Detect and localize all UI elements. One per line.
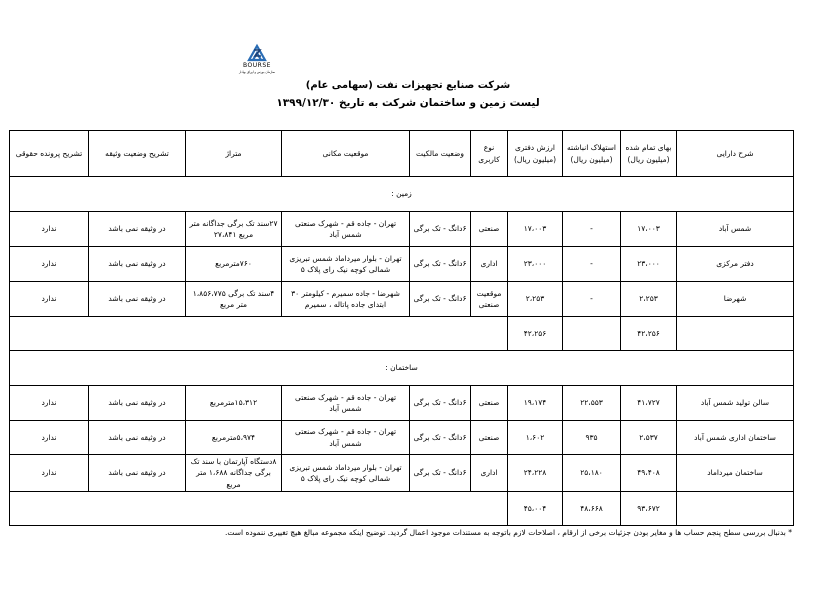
- table-cell: ۲۲،۵۵۳: [563, 386, 621, 421]
- table-cell: در وثیقه نمی باشد: [89, 455, 186, 492]
- table-cell: ندارد: [10, 421, 89, 455]
- company-name: شرکت صنایع تجهیزات نفت (سهامی عام): [305, 80, 511, 91]
- table-cell: ندارد: [10, 455, 89, 492]
- table-cell: تهران - جاده قم - شهرک صنعتی شمس آباد: [282, 421, 410, 455]
- table-cell: در وثیقه نمی باشد: [89, 282, 186, 317]
- table-cell: ۱،۶۰۲: [508, 421, 563, 455]
- table-cell: ۹۳۵: [563, 421, 621, 455]
- table-cell: تهران - جاده قم - شهرک صنعتی شمس آباد: [282, 212, 410, 247]
- table-cell: ۶دانگ - تک برگی: [410, 247, 471, 282]
- table-row: [10, 212, 794, 247]
- column-header: تشریح پرونده حقوقی: [10, 131, 89, 177]
- table-cell: شمس آباد: [677, 212, 794, 247]
- table-cell: سالن تولید شمس آباد: [677, 386, 794, 421]
- total-cell: ۹۳،۶۷۲: [621, 491, 677, 525]
- table-cell: تهران - جاده قم - شهرک صنعتی شمس آباد: [282, 386, 410, 421]
- table-cell: ۴سند تک برگی ۱،۸۵۶،۷۷۵ متر مربع: [186, 282, 282, 317]
- logo-name: BOURSE: [243, 62, 271, 69]
- table-cell: در وثیقه نمی باشد: [89, 247, 186, 282]
- table-cell: در وثیقه نمی باشد: [89, 386, 186, 421]
- table-cell: ۲۵،۱۸۰: [563, 455, 621, 492]
- table-cell: -: [563, 282, 621, 317]
- table-cell: ۴۱،۷۲۷: [621, 386, 677, 421]
- total-cell: ۴۵،۰۰۴: [508, 491, 563, 525]
- column-header: متراژ: [186, 131, 282, 177]
- table-cell: -: [563, 212, 621, 247]
- table-cell: ۲،۲۵۳: [621, 282, 677, 317]
- table-cell: -: [563, 247, 621, 282]
- section-title: ساختمان :: [10, 351, 794, 386]
- table-cell: تهران - بلوار میرداماد شمس تبریزی شمالی کوچه نیک رای پلاک ۵: [282, 247, 410, 282]
- column-header: ارزش دفتری (میلیون ریال): [508, 131, 563, 177]
- section-title: زمین :: [10, 177, 794, 212]
- table-cell: ۶دانگ - تک برگی: [410, 421, 471, 455]
- logo-subtitle: سازمان بورس و اوراق بهادار: [238, 70, 275, 74]
- total-empty-cell: [10, 491, 508, 525]
- report-title: لیست زمین و ساختمان شرکت به تاریخ ۱۳۹۹/۱۲/۳۰: [276, 97, 540, 109]
- table-cell: ۵،۹۷۴مترمربع: [186, 421, 282, 455]
- table-cell: ۶دانگ - تک برگی: [410, 455, 471, 492]
- table-cell: ندارد: [10, 247, 89, 282]
- table-cell: ۲۳،۰۰۰: [508, 247, 563, 282]
- table-cell: ۱۹،۱۷۴: [508, 386, 563, 421]
- table-cell: شهرضا - جاده سمیرم - کیلومتر ۳۰ ابتدای جاده پاتاله ، سمیرم: [282, 282, 410, 317]
- table-header-row: [10, 131, 794, 177]
- total-cell: ۴۸،۶۶۸: [563, 491, 621, 525]
- total-label-cell: [677, 317, 794, 351]
- footnote: * بدنبال بررسی سطح پنجم حساب ها و مغایر بودن جزئیات برخی از ارقام ، اصلاحات لازم باتوجه به مستندات موجود اعمال گردید. توضیح اینکه مجموعه مبالغ هیچ تغییری ننموده است.: [224, 528, 792, 537]
- column-header: وضعیت مالکیت: [410, 131, 471, 177]
- column-header: استهلاک انباشته (میلیون ریال): [563, 131, 621, 177]
- table-cell: ۶دانگ - تک برگی: [410, 386, 471, 421]
- table-cell: ۲۳،۰۰۰: [621, 247, 677, 282]
- table-row: [10, 421, 794, 455]
- table-cell: ندارد: [10, 386, 89, 421]
- table-cell: صنعتی: [471, 386, 508, 421]
- table-cell: صنعتی: [471, 212, 508, 247]
- table-cell: ۴۹،۴۰۸: [621, 455, 677, 492]
- table-cell: صنعتی: [471, 421, 508, 455]
- column-header: موقعیت مکانی: [282, 131, 410, 177]
- table-cell: موقعیت صنعتی: [471, 282, 508, 317]
- table-cell: ۱۵،۳۱۲مترمربع: [186, 386, 282, 421]
- column-header: بهای تمام شده (میلیون ریال): [621, 131, 677, 177]
- table-cell: ۲،۵۳۷: [621, 421, 677, 455]
- table-row: [10, 386, 794, 421]
- table-cell: ۷۶۰مترمربع: [186, 247, 282, 282]
- section-header-row: [10, 351, 794, 386]
- table-cell: ۲۷سند تک برگی جداگانه متر مربع ۲۷،۸۴۱: [186, 212, 282, 247]
- table-cell: در وثیقه نمی باشد: [89, 212, 186, 247]
- column-header: نوع کاربری: [471, 131, 508, 177]
- table-row: [10, 455, 794, 492]
- table-cell: ندارد: [10, 212, 89, 247]
- total-cell: [563, 317, 621, 351]
- table-cell: ۲،۲۵۳: [508, 282, 563, 317]
- table-cell: ساختمان اداری شمس آباد: [677, 421, 794, 455]
- table-row: [10, 247, 794, 282]
- table-cell: ۶دانگ - تک برگی: [410, 212, 471, 247]
- column-header: شرح دارایی: [677, 131, 794, 177]
- table-cell: ۶دانگ - تک برگی: [410, 282, 471, 317]
- table-cell: تهران - بلوار میرداماد شمس تبریزی شمالی کوچه نیک رای پلاک ۵: [282, 455, 410, 492]
- table-cell: شهرضا: [677, 282, 794, 317]
- table-cell: اداری: [471, 455, 508, 492]
- total-cell: ۴۲،۲۵۶: [621, 317, 677, 351]
- table-row: [10, 282, 794, 317]
- total-row: [10, 317, 794, 351]
- table-cell: ۸دستگاه آپارتمان با سند تک برگی جداگانه ۱،۶۸۸ متر مربع: [186, 455, 282, 492]
- section-header-row: [10, 177, 794, 212]
- table-cell: ۱۷،۰۰۳: [508, 212, 563, 247]
- table-cell: ۲۴،۲۲۸: [508, 455, 563, 492]
- total-label-cell: [677, 491, 794, 525]
- land-building-table: [9, 130, 794, 526]
- table-cell: ندارد: [10, 282, 89, 317]
- table-cell: در وثیقه نمی باشد: [89, 421, 186, 455]
- table-cell: ۱۷،۰۰۳: [621, 212, 677, 247]
- total-empty-cell: [10, 317, 508, 351]
- total-row: [10, 491, 794, 525]
- total-cell: ۴۲،۲۵۶: [508, 317, 563, 351]
- table-cell: دفتر مرکزی: [677, 247, 794, 282]
- table-cell: اداری: [471, 247, 508, 282]
- table-cell: ساختمان میرداماد: [677, 455, 794, 492]
- column-header: تشریح وضعیت وثیقه: [89, 131, 186, 177]
